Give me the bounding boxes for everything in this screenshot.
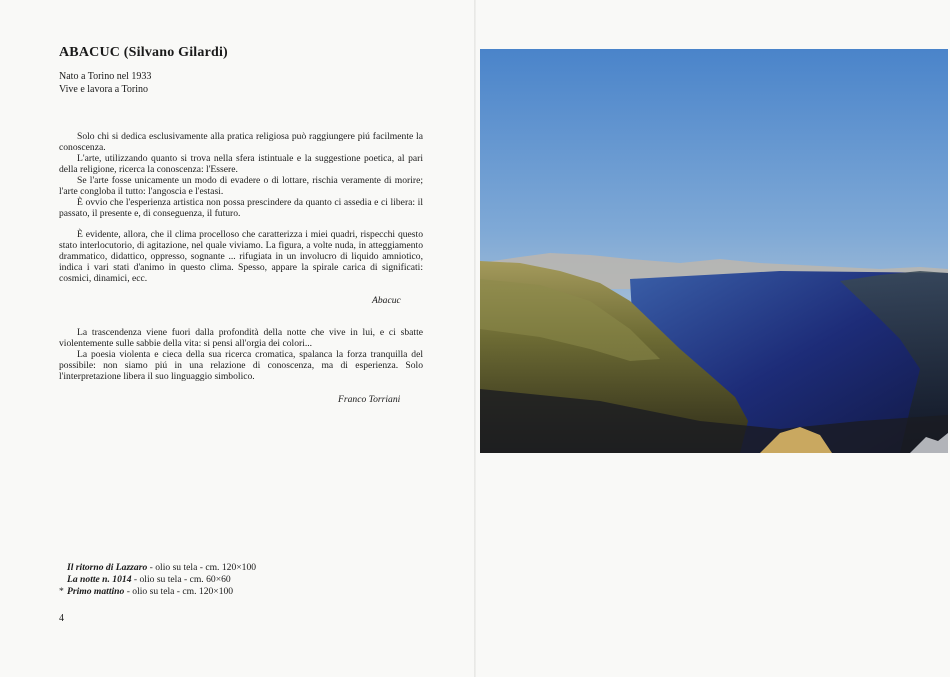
- essay-paragraph: È ovvio che l'esperienza artistica non possa prescindere da quanto ci assedia e ci libera: il passato, il presente e, di conseguenza, il futuro.: [59, 197, 423, 219]
- bio-born: Nato a Torino nel 1933: [59, 71, 152, 82]
- work-item: [59, 562, 256, 574]
- artist-signature: Abacuc: [372, 295, 401, 306]
- work-item: [59, 574, 256, 586]
- artist-name: ABACUC (Silvano Gilardi): [59, 45, 228, 60]
- bio-lives: Vive e lavora a Torino: [59, 84, 149, 95]
- page-number: 4: [59, 613, 64, 624]
- works-list: [59, 562, 256, 598]
- critique-paragraph: La trascendenza viene fuori dalla profondità della notte che vive in lui, e ci sbatte violentemente sulle sabbie della vita: si pensi all'orgia dei colori...: [59, 327, 423, 349]
- critique-paragraph: La poesia violenta e cieca della sua ricerca cromatica, spalanca la forza tranquilla del possibile: non siamo piú in una relazione di conoscenza, ma di esperienza. Solo l'interpretazione libera il suo linguaggio simbolico.: [59, 349, 423, 382]
- work-title: La notte n. 1014: [67, 574, 132, 585]
- work-details: - olio su tela - cm. 120×100: [147, 562, 257, 573]
- work-details: - olio su tela - cm. 60×60: [131, 574, 231, 585]
- artist-bio: [59, 70, 151, 96]
- essay-paragraph: Solo chi si dedica esclusivamente alla pratica religiosa può raggiungere piú facilmente la conoscenza.: [59, 131, 423, 153]
- essay-paragraph: L'arte, utilizzando quanto si trova nella sfera istintuale e la suggestione poetica, al pari della religione, ricerca la conoscenza: l'Essere.: [59, 153, 423, 175]
- work-details: - olio su tela - cm. 120×100: [124, 586, 234, 597]
- critic-signature: Franco Torriani: [338, 394, 401, 405]
- work-marker: *: [59, 586, 64, 597]
- essay-paragraph: Se l'arte fosse unicamente un modo di evadere o di lottare, rischia veramente di morire; l'arte congloba il tutto: l'angoscia e l'estasi.: [59, 175, 423, 197]
- artist-statement-part-1: [59, 131, 423, 219]
- artist-statement-part-2: [59, 229, 423, 284]
- work-title: Primo mattino: [67, 586, 125, 597]
- work-title: Il ritorno di Lazzaro: [67, 562, 148, 573]
- critique-text: [59, 327, 423, 382]
- mountain-landscape-painting-icon: [480, 49, 948, 453]
- essay-paragraph: È evidente, allora, che il clima procelloso che caratterizza i miei quadri, rispecchi questo stato interlocutorio, di agitazione, nel quale viviamo. La figura, a volte nuda, in atteggiamento drammatico, didattico, oppresso, sognante ... rifugiata in un involucro di liquido amniotico, indica i vari stati d'animo in questo clima. Spesso, appare la spirale carica di significati: cosmici, dinamici, ecc.: [59, 229, 423, 284]
- work-item: [59, 586, 256, 598]
- right-page: [476, 0, 950, 677]
